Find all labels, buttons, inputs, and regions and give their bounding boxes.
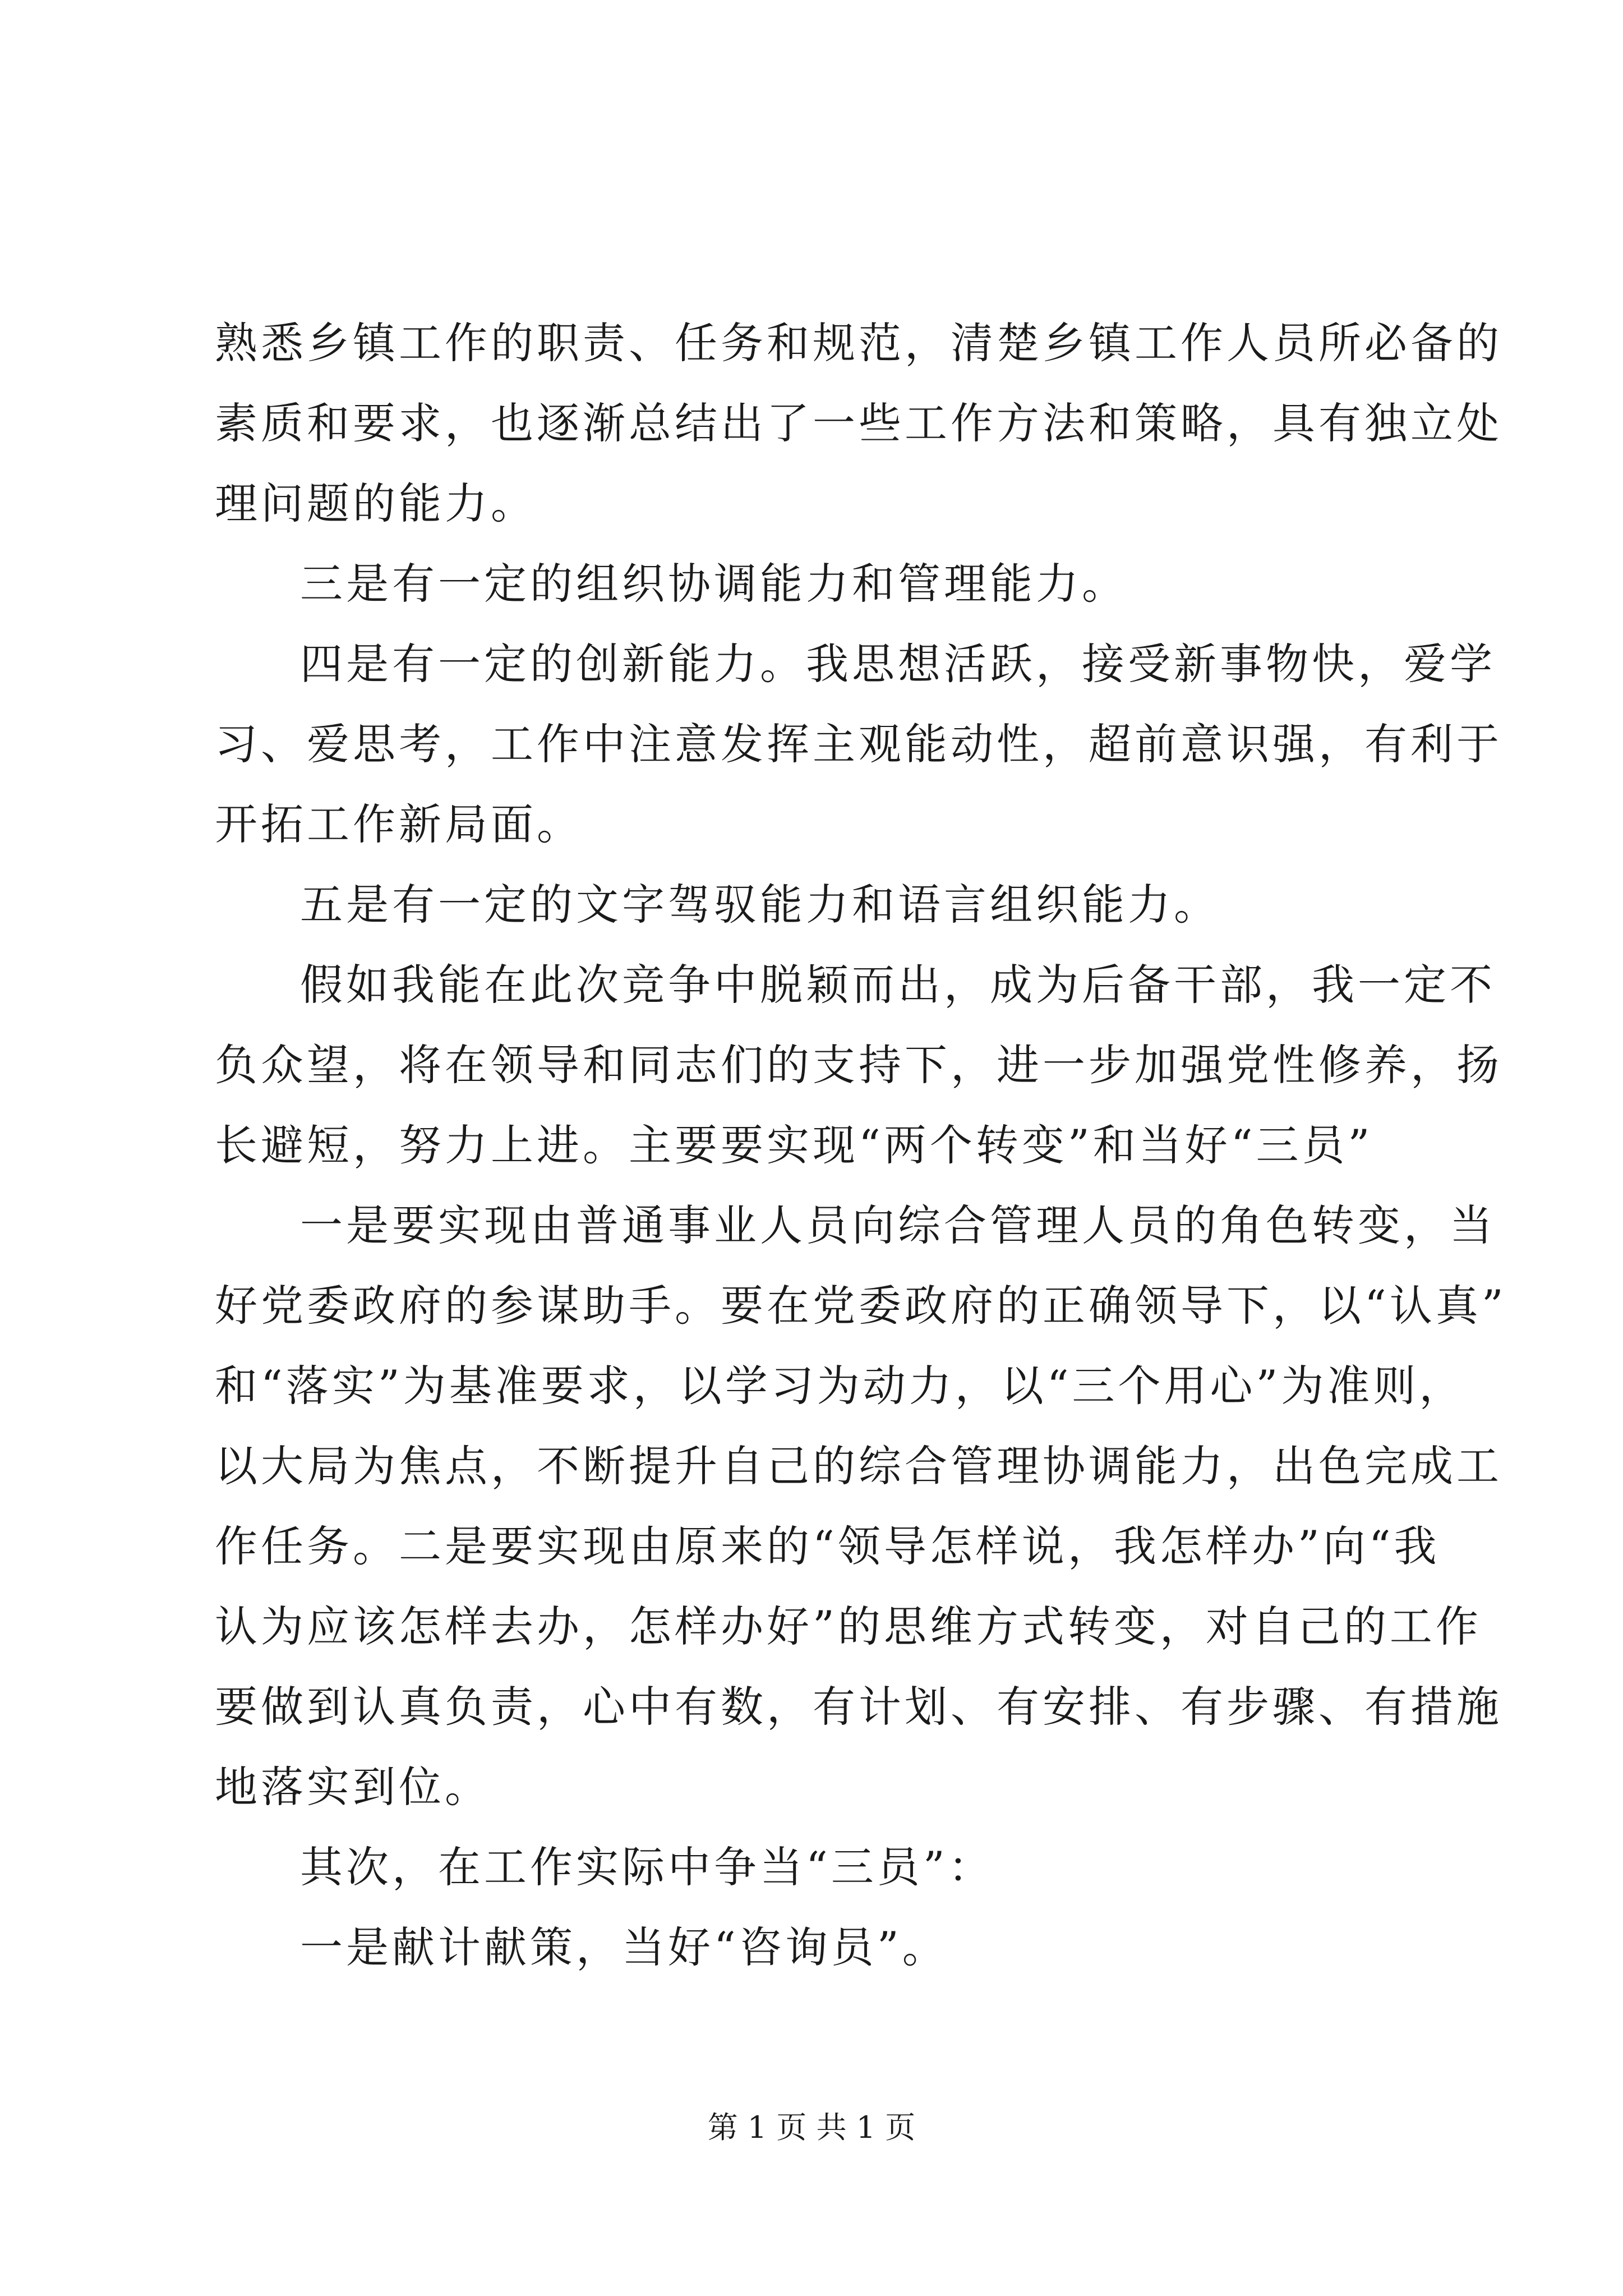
page-number-footer: 第 1 页 共 1 页	[707, 2110, 916, 2145]
text-line: 以大局为焦点，不断提升自己的综合管理协调能力，出色完成工	[215, 1441, 1502, 1491]
text-line: 一是要实现由普通事业人员向综合管理人员的角色转变，当	[300, 1200, 1496, 1250]
text-line: 作任务。二是要实现由原来的“领导怎样说，我怎样办”向“我	[215, 1521, 1440, 1571]
text-line: 假如我能在此次竞争中脱颖而出，成为后备干部，我一定不	[300, 960, 1496, 1010]
text-line: 五是有一定的文字驾驭能力和语言组织能力。	[300, 880, 1220, 930]
text-line: 四是有一定的创新能力。我思想活跃，接受新事物快，爱学	[300, 639, 1496, 689]
text-line: 习、爱思考，工作中注意发挥主观能动性，超前意识强，有利于	[215, 719, 1502, 769]
text-line: 素质和要求，也逐渐总结出了一些工作方法和策略，具有独立处	[215, 398, 1502, 448]
text-line: 一是献计献策，当好“咨询员”。	[300, 1922, 948, 1972]
text-line: 三是有一定的组织协调能力和管理能力。	[300, 559, 1128, 609]
text-line: 其次，在工作实际中争当“三员”：	[300, 1842, 994, 1892]
text-line: 开拓工作新局面。	[215, 799, 583, 849]
text-line: 熟悉乡镇工作的职责、任务和规范，清楚乡镇工作人员所必备的	[215, 318, 1502, 368]
text-line: 理问题的能力。	[215, 478, 537, 528]
text-line: 和“落实”为基准要求，以学习为动力，以“三个用心”为准则，	[215, 1361, 1465, 1411]
text-line: 负众望，将在领导和同志们的支持下，进一步加强党性修养，扬	[215, 1040, 1502, 1090]
text-line: 好党委政府的参谋助手。要在党委政府的正确领导下，以“认真”	[215, 1281, 1507, 1331]
document-body	[215, 303, 1507, 1987]
text-line: 要做到认真负责，心中有数，有计划、有安排、有步骤、有措施	[215, 1682, 1502, 1732]
text-line: 认为应该怎样去办，怎样办好”的思维方式转变，对自己的工作	[215, 1602, 1482, 1651]
text-line: 地落实到位。	[215, 1762, 491, 1812]
text-line: 长避短，努力上进。主要要实现“两个转变”和当好“三员”	[215, 1120, 1373, 1170]
